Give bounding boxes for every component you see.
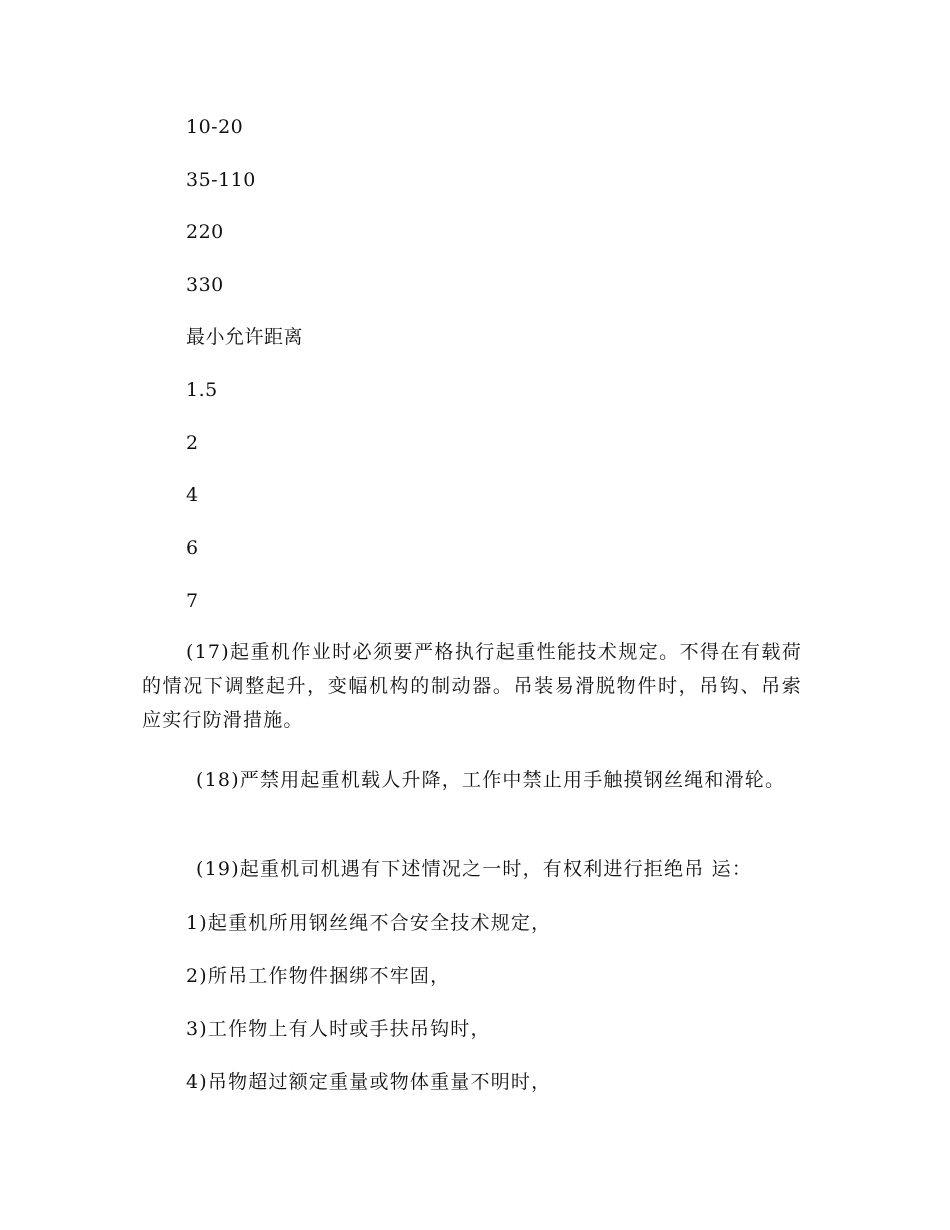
min-distance-label: 最小允许距离 [186,326,304,348]
distance-value-5: 7 [186,590,199,612]
voltage-value-3: 220 [186,221,224,243]
paragraph-18: (18)严禁用起重机载人升降，工作中禁止用手触摸钢丝绳和滑轮。 [196,769,786,791]
distance-value-3: 4 [186,484,199,506]
distance-value-4: 6 [186,537,199,559]
voltage-value-2: 35-110 [186,169,256,191]
list-item-1: 1)起重机所用钢丝绳不合安全技术规定， [186,912,552,934]
voltage-value-1: 10-20 [186,116,244,138]
paragraph-17: (17)起重机作业时必须要严格执行起重性能技术规定。不得在有载荷的情况下调整起升，变幅机构的制动器。吊装易滑脱物件时，吊钩、吊索应实行防滑措施。 [142,641,802,731]
voltage-value-4: 330 [186,274,224,296]
distance-value-2: 2 [186,432,199,454]
list-item-3: 3)工作物上有人时或手扶吊钩时， [186,1018,491,1040]
paragraph-19: (19)起重机司机遇有下述情况之一时，有权利进行拒绝吊 运： [196,858,753,880]
list-item-2: 2)所吊工作物件捆绑不牢固， [186,965,451,987]
distance-value-1: 1.5 [186,379,218,401]
list-item-4: 4)吊物超过额定重量或物体重量不明时， [186,1071,552,1093]
